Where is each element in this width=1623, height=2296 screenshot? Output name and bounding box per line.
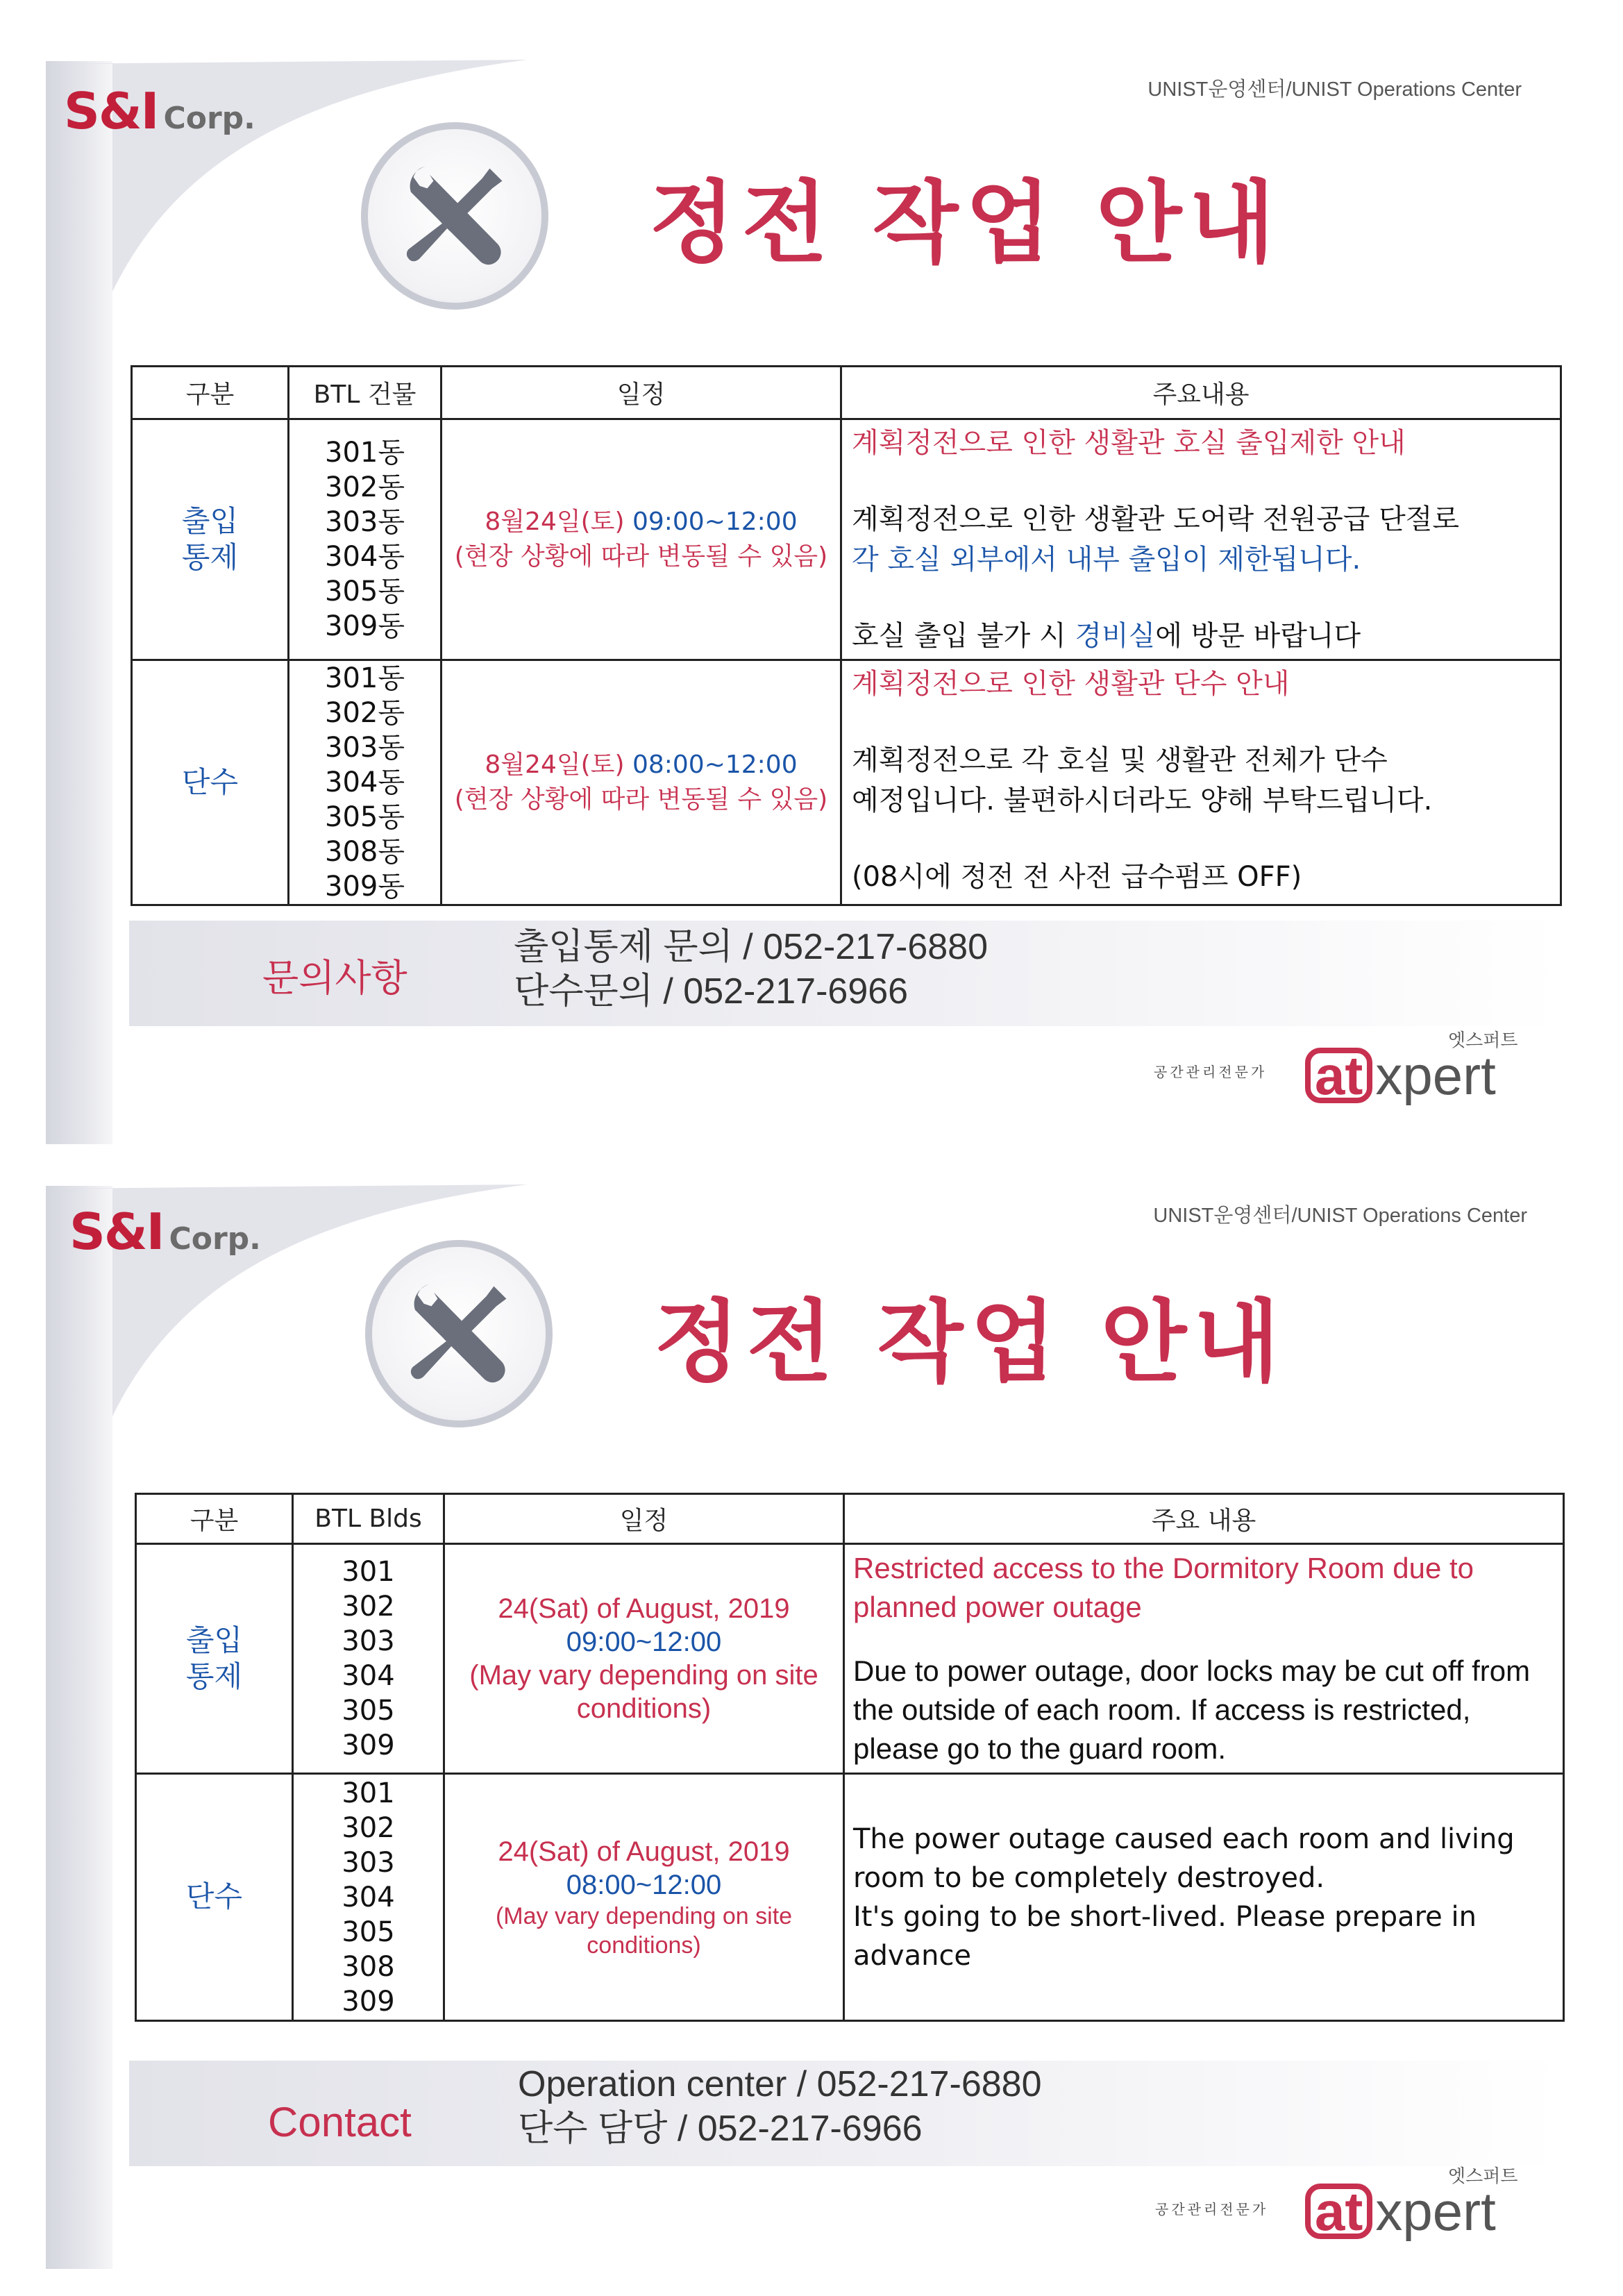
building-item: 301 bbox=[342, 1777, 395, 1809]
details-heading: 계획정전으로 인한 생활관 단수 안내 bbox=[852, 668, 1290, 700]
details-text: Due to power outage, door locks may be cut off from the outside of each room. If access is restricted, please go to the guard room. bbox=[853, 1654, 1531, 1765]
building-item: 304 bbox=[342, 1881, 395, 1913]
details-text: The power outage caused each room and living room to be completely destroyed. bbox=[853, 1822, 1515, 1894]
schedule-time: 08:00~12:00 bbox=[566, 1869, 722, 1900]
contact-line: 출입통제 문의 / 052-217-6880 bbox=[514, 927, 989, 967]
schedule-date: 24(Sat) of August, 2019 bbox=[498, 1836, 790, 1867]
building-item: 302동 bbox=[325, 697, 405, 729]
details-heading: 계획정전으로 인한 생활관 호실 출입제한 안내 bbox=[852, 427, 1406, 459]
page-title: 정전 작업 안내 bbox=[649, 171, 1282, 275]
notice-english bbox=[0, 1125, 1623, 2270]
building-item: 301동 bbox=[325, 662, 405, 694]
building-item: 308 bbox=[342, 1950, 395, 1983]
building-item: 304 bbox=[342, 1660, 395, 1692]
schedule-date: 8월24일(토) bbox=[485, 751, 632, 779]
schedule-cell bbox=[442, 660, 841, 905]
contact-label: 문의사항 bbox=[262, 956, 407, 1000]
guard-room-highlight: 경비실 bbox=[1075, 620, 1156, 652]
building-item: 308동 bbox=[325, 836, 405, 868]
brand-tagline: 공간관리전문가 bbox=[1154, 1064, 1268, 1080]
buildings-cell bbox=[289, 660, 442, 905]
building-item: 304동 bbox=[325, 766, 405, 798]
category-cell: 단수 bbox=[132, 660, 289, 905]
schedule-note: (May vary depending on site conditions) bbox=[495, 1902, 793, 1959]
brand-korean-name: 엣스퍼트 bbox=[1448, 1030, 1518, 1051]
details-text-highlight: 각 호실 외부에서 내부 출입이 제한됩니다. bbox=[852, 544, 1361, 576]
schedule-table bbox=[131, 365, 1562, 906]
building-item: 309동 bbox=[325, 871, 405, 903]
schedule-date: 8월24일(토) bbox=[485, 508, 632, 536]
building-item: 305동 bbox=[325, 576, 405, 607]
organization-label: UNIST운영센터/UNIST Operations Center bbox=[1147, 78, 1522, 101]
brand-logo: at xpert bbox=[1305, 2180, 1496, 2243]
contact-line: Operation center / 052-217-6880 bbox=[518, 2064, 1042, 2104]
building-item: 303동 bbox=[325, 732, 405, 764]
header-schedule: 일정 bbox=[444, 1494, 844, 1544]
building-item: 304동 bbox=[325, 541, 405, 573]
building-item: 303동 bbox=[325, 506, 405, 538]
header-category: 구분 bbox=[136, 1494, 293, 1544]
organization-label: UNIST운영센터/UNIST Operations Center bbox=[1153, 1205, 1527, 1227]
company-logo: S&I Corp. bbox=[69, 1203, 261, 1261]
tools-icon-badge bbox=[365, 1240, 553, 1427]
contact-label: Contact bbox=[268, 2099, 412, 2145]
schedule-cell bbox=[444, 1544, 844, 1774]
building-item: 302 bbox=[342, 1811, 395, 1844]
table-header-row bbox=[132, 367, 1561, 419]
page-title: 정전 작업 안내 bbox=[654, 1291, 1287, 1394]
details-text: 예정입니다. 불편하시더라도 양해 부탁드립니다. bbox=[852, 785, 1433, 816]
header-details: 주요내용 bbox=[841, 367, 1561, 419]
category-cell: 단수 bbox=[136, 1774, 293, 2021]
details-text: It's going to be short-lived. Please prepare in advance bbox=[853, 1900, 1477, 1972]
tools-icon bbox=[392, 153, 517, 278]
brand-logo: at xpert bbox=[1305, 1044, 1496, 1107]
schedule-note: (현장 상황에 따라 변동될 수 있음) bbox=[454, 542, 828, 571]
tools-icon bbox=[396, 1271, 521, 1396]
building-item: 302 bbox=[342, 1591, 395, 1623]
table-row bbox=[132, 419, 1561, 660]
building-item: 305 bbox=[342, 1695, 395, 1727]
schedule-note: (현장 상황에 따라 변동될 수 있음) bbox=[454, 785, 828, 814]
schedule-cell bbox=[442, 419, 841, 660]
building-item: 309동 bbox=[325, 610, 405, 642]
schedule-date: 24(Sat) of August, 2019 bbox=[498, 1593, 790, 1624]
building-item: 309 bbox=[342, 1729, 395, 1761]
building-item: 305동 bbox=[325, 801, 405, 833]
details-text: (08시에 정전 전 사전 급수펌프 OFF) bbox=[852, 861, 1302, 893]
contact-lines bbox=[514, 925, 988, 1014]
header-schedule: 일정 bbox=[442, 367, 841, 419]
schedule-time: 08:00~12:00 bbox=[632, 751, 798, 779]
brand-tagline: 공간관리전문가 bbox=[1155, 2201, 1269, 2218]
schedule-time: 09:00~12:00 bbox=[566, 1627, 722, 1657]
header-building: BTL Blds bbox=[293, 1494, 444, 1544]
details-heading: Restricted access to the Dormitory Room due to planned power outage bbox=[853, 1552, 1474, 1623]
building-item: 302동 bbox=[325, 471, 405, 503]
buildings-cell bbox=[293, 1544, 444, 1774]
contact-line: 단수 담당 / 052-217-6966 bbox=[518, 2109, 923, 2149]
header-category: 구분 bbox=[132, 367, 289, 419]
details-cell bbox=[841, 660, 1561, 905]
building-item: 305 bbox=[342, 1916, 395, 1948]
schedule-table bbox=[135, 1493, 1565, 2022]
tools-icon-badge bbox=[361, 122, 548, 310]
contact-lines bbox=[518, 2062, 1042, 2151]
details-cell bbox=[844, 1774, 1564, 2021]
buildings-cell bbox=[289, 419, 442, 660]
category-line: 출입 bbox=[185, 1623, 243, 1657]
schedule-time: 09:00~12:00 bbox=[632, 508, 798, 536]
category-cell bbox=[136, 1544, 293, 1774]
building-item: 303 bbox=[342, 1846, 395, 1879]
header-building: BTL 건물 bbox=[289, 367, 442, 419]
details-text: 호실 출입 불가 시 경비실에 방문 바랍니다 bbox=[852, 620, 1361, 652]
schedule-cell bbox=[444, 1774, 844, 2021]
header-details: 주요 내용 bbox=[844, 1494, 1564, 1544]
details-text: 계획정전으로 인한 생활관 도어락 전원공급 단절로 bbox=[852, 503, 1460, 535]
category-line: 통제 bbox=[185, 1659, 243, 1693]
details-cell bbox=[841, 419, 1561, 660]
table-row bbox=[136, 1774, 1564, 2021]
details-cell bbox=[844, 1544, 1564, 1774]
table-row bbox=[136, 1544, 1564, 1774]
category-line: 출입 bbox=[181, 503, 239, 538]
table-header-row bbox=[136, 1494, 1564, 1544]
category-line: 통제 bbox=[181, 540, 239, 574]
building-item: 301동 bbox=[325, 437, 405, 469]
table-row bbox=[132, 660, 1561, 905]
building-item: 301 bbox=[342, 1556, 395, 1588]
schedule-note: (May vary depending on site conditions) bbox=[469, 1660, 818, 1724]
notice-korean bbox=[0, 0, 1623, 1146]
building-item: 303 bbox=[342, 1625, 395, 1657]
category-cell bbox=[132, 419, 289, 660]
brand-korean-name: 엣스퍼트 bbox=[1448, 2166, 1518, 2187]
building-item: 309 bbox=[342, 1985, 395, 2018]
buildings-cell bbox=[293, 1774, 444, 2021]
details-text: 계획정전으로 각 호실 및 생활관 전체가 단수 bbox=[852, 744, 1388, 776]
company-logo: S&I Corp. bbox=[64, 82, 255, 140]
contact-line: 단수문의 / 052-217-6966 bbox=[514, 971, 909, 1012]
